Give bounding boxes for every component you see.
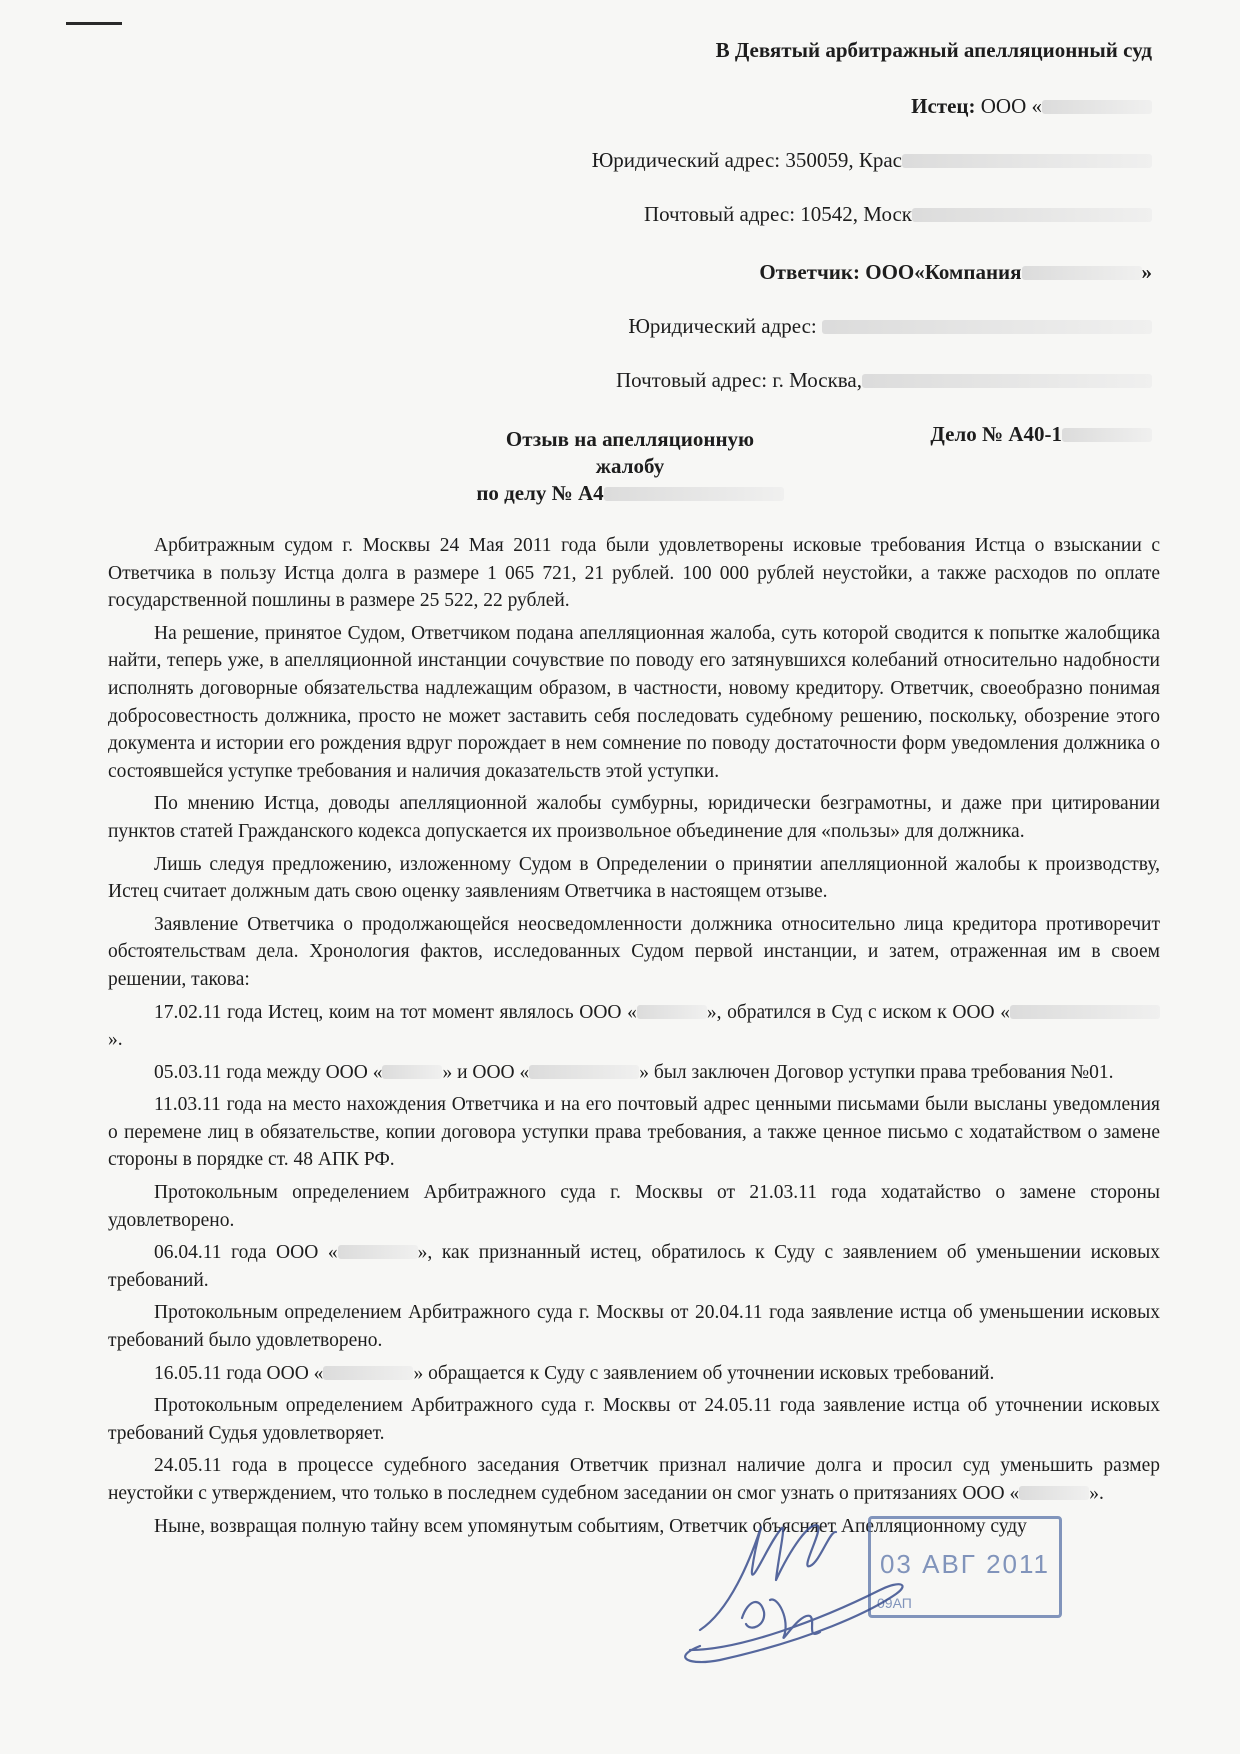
signature-image: [660, 1500, 920, 1670]
title-line-2: жалобу: [595, 454, 665, 478]
redaction: [382, 1065, 442, 1079]
redaction: [1010, 1005, 1160, 1019]
defendant-line: Ответчик: ООО«Компания »: [759, 260, 1152, 284]
redaction: [1019, 1486, 1089, 1500]
paragraph: 17.02.11 года Истец, коим на тот момент являлось ООО « », обратился в Суд с иском к ООО «».: [108, 999, 1160, 1054]
paragraph: Ныне, возвращая полную тайну всем упомянутым событиям, Ответчик объясняет Апелляционному суду: [154, 1515, 1027, 1537]
plaintiff-legal-address-value: 350059, Крас: [785, 148, 902, 172]
plaintiff-legal-address-label: Юридический адрес:: [591, 148, 781, 172]
paragraph: Лишь следуя предложению, изложенному Судом в Определении о принятии апелляционной жалобы к производству, Истец считает должным дать свою оценку заявлениям Ответчика в настоящем отзыве.: [108, 853, 1160, 903]
title-line-3: [420, 480, 840, 507]
paragraph: 11.03.11 года на место нахождения Ответчика и на его почтовый адрес ценными письмами были высланы уведомления о перемене лиц в обязательстве, копии договора уступки права требования, а также ценное письмо с ходатайством о замене стороны в порядке ст. 48 АПК РФ.: [108, 1094, 1160, 1171]
plaintiff-label: Истец:: [911, 94, 976, 118]
title-line-1: Отзыв на апелляционную: [505, 427, 755, 451]
plaintiff-postal-address: [400, 200, 1152, 228]
paragraph: По мнению Истца, доводы апелляционной жалобы сумбурны, юридически безграмотны, и даже при цитировании пунктов статей Гражданского кодекса допускается их произвольное объединение для «пользы» для должника.: [108, 793, 1160, 842]
defendant-legal-address-label: Юридический адрес:: [628, 314, 817, 338]
paragraph: Заявление Ответчика о продолжающейся неосведомленности должника относительно лица кредитора противоречит обстоятельствам дела. Хронология фактов, исследованных Судом первой инстанции, и затем, отраженная им в своем решении, такова:: [108, 913, 1160, 990]
case-number-label: Дело № А40-1: [930, 422, 1062, 446]
redaction: [902, 154, 1152, 168]
paragraph: На решение, принятое Судом, Ответчиком подана апелляционная жалоба, суть которой сводится к попытке жалобщика найти, теперь уже, в апелляционной инстанции сочувствие по поводу его затянувшихся колебаний относительно надобности исполнять договорные обязательства надлежащим образом, в частности, новому кредитору. Ответчик, своеобразно понимая добросовестность должника, просто не может заставить себя последовать судебному решению, поскольку, обозрение этого документа и истории его рождения вдруг порождает в нем сомнение по поводу достаточности форм уведомления должника о состоявшейся уступке требования и наличия доказательств этой уступки.: [108, 622, 1160, 782]
defendant-postal-address-value: г. Москва,: [772, 368, 862, 392]
redaction: [912, 208, 1152, 222]
redaction: [604, 487, 784, 501]
plaintiff-line: [400, 92, 1152, 120]
plaintiff-legal-address: [400, 146, 1152, 174]
scan-edge-mark: [66, 22, 122, 25]
title-case-number: по делу № А4: [476, 481, 604, 505]
paragraph: 05.03.11 года между ООО « » и ООО « » был заключен Договор уступки права требования №01.: [154, 1061, 1114, 1083]
defendant-postal-address-label: Почтовый адрес:: [615, 368, 768, 392]
redaction: [1062, 428, 1152, 442]
plaintiff-postal-address-label: Почтовый адрес:: [643, 202, 796, 226]
redaction: [1022, 266, 1142, 280]
redaction: [822, 320, 1152, 334]
paragraph: 16.05.11 года ООО « » обращается к Суду с заявлением об уточнении исковых требований.: [154, 1362, 995, 1384]
defendant-name: ООО«Компания: [865, 260, 1022, 284]
paragraph: Протокольным определением Арбитражного суда г. Москвы от 20.04.11 года заявление истца об уменьшении исковых требований было удовлетворено.: [108, 1302, 1160, 1352]
redaction: [1042, 100, 1152, 114]
paragraph: Арбитражным судом г. Москвы 24 Мая 2011 года были удовлетворены исковые требования Истца о взыскании с Ответчика в пользу Истца долга в размере 1 065 721, 21 рублей. 100 000 рублей неустойки, а также расходов по оплате государственной пошлины в размере 25 522, 22 рублей.: [108, 535, 1160, 612]
court-addressee: В Девятый арбитражный апелляционный суд: [715, 38, 1152, 62]
defendant-postal-address: [400, 366, 1152, 394]
plaintiff-name: ООО «: [980, 94, 1042, 118]
paragraph: 24.05.11 года в процессе судебного заседания Ответчик признал наличие долга и просил суд уменьшить размер неустойки с утверждением, что только в последнем судебном заседании он смог узнать о притязаниях ООО « ».: [108, 1455, 1160, 1504]
redaction: [338, 1245, 418, 1259]
defendant-label: Ответчик:: [759, 260, 860, 284]
redaction: [323, 1366, 413, 1380]
defendant-legal-address: [400, 312, 1152, 340]
document-header: [400, 36, 1152, 448]
stamp-number: 09АП: [877, 1595, 912, 1611]
stamp-date: 03 АВГ 2011: [879, 1549, 1051, 1579]
paragraph: Протокольным определением Арбитражного суда г. Москвы от 21.03.11 года ходатайство о замене стороны удовлетворено.: [108, 1182, 1160, 1231]
redaction: [637, 1005, 707, 1019]
document-title: [420, 426, 840, 507]
paragraph: 06.04.11 года ООО « », как признанный истец, обратилось к Суду с заявлением об уменьшении исковых требований.: [108, 1242, 1160, 1291]
redaction: [529, 1065, 639, 1079]
paragraph: Протокольным определением Арбитражного суда г. Москвы от 24.05.11 года заявление истца об уточнении исковых требований Судья удовлетворяет.: [108, 1395, 1160, 1444]
plaintiff-postal-address-value: 10542, Моск: [800, 202, 912, 226]
redaction: [862, 374, 1152, 388]
document-body: [108, 532, 1160, 1545]
